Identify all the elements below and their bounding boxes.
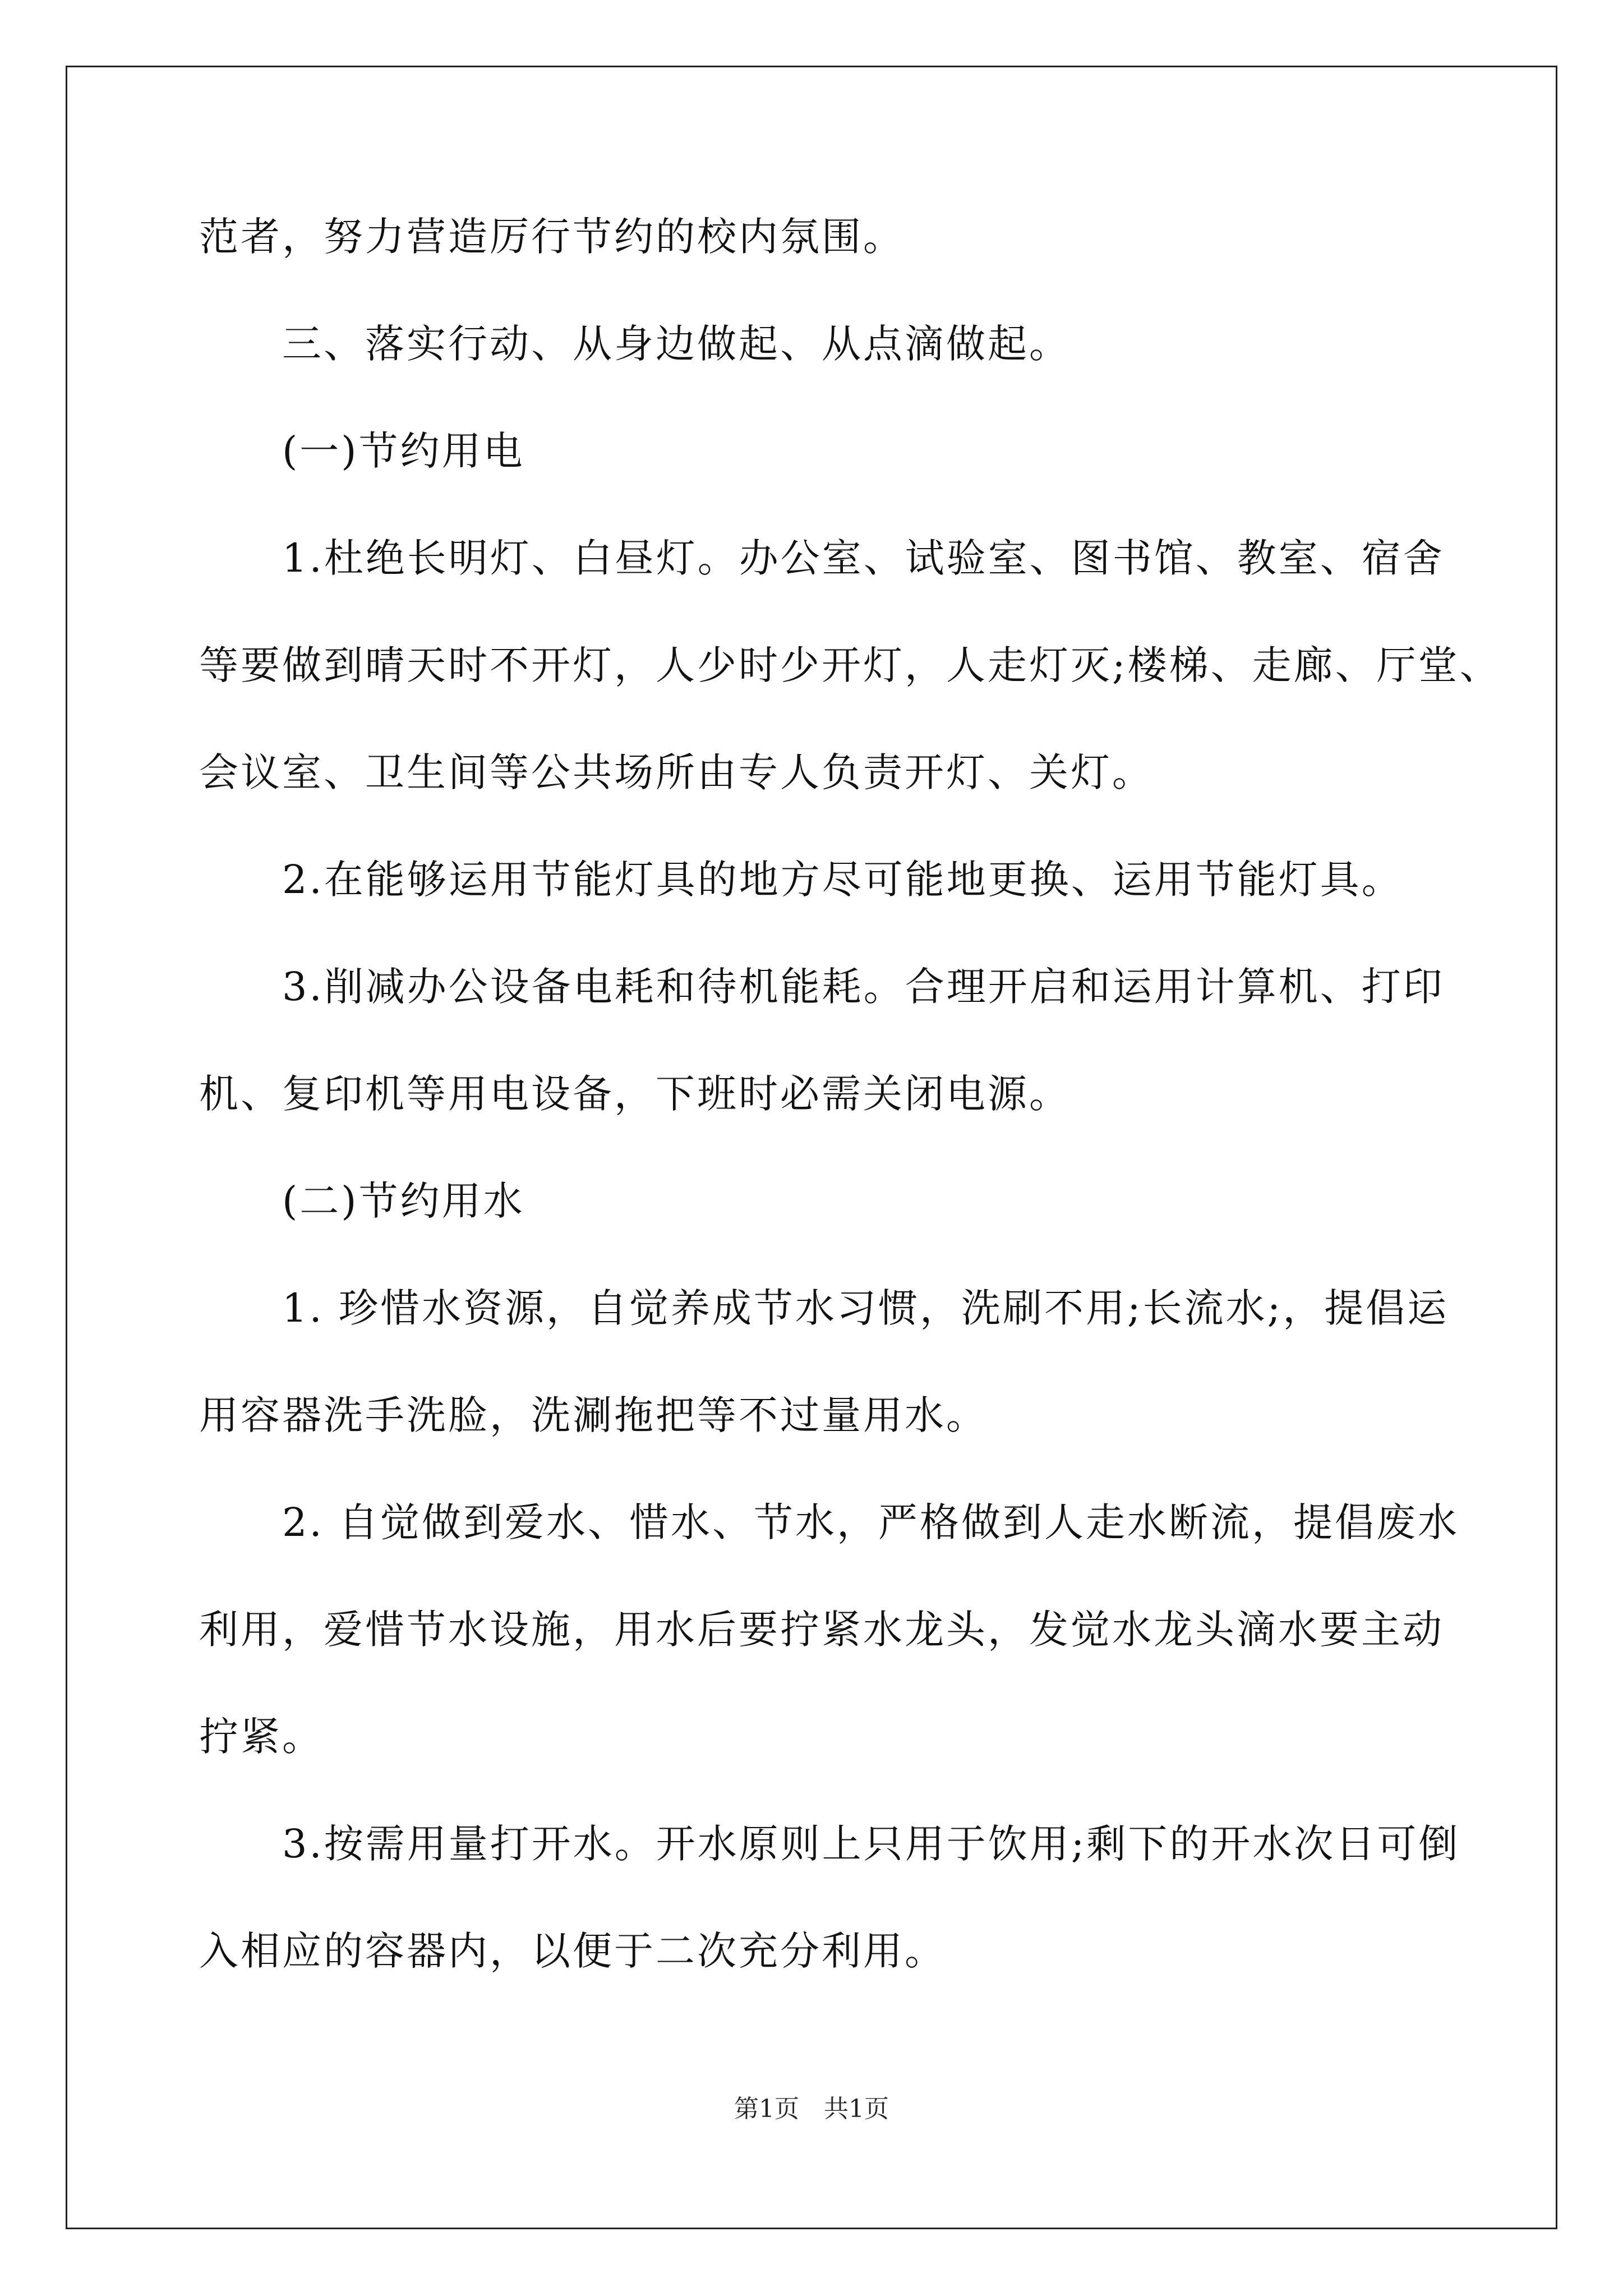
text-line: 2. 自觉做到爱水、惜水、节水，严格做到人走水断流，提倡废水 [282, 1499, 1460, 1545]
subsection-heading: (二)节约用水 [282, 1178, 525, 1224]
text-line: 3.削减办公设备电耗和待机能耗。合理开启和运用计算机、打印 [282, 964, 1445, 1010]
text-line: 用容器洗手洗脸，洗涮拖把等不过量用水。 [199, 1392, 988, 1438]
subsection-heading: (一)节约用电 [282, 428, 525, 474]
text-line: 2.在能够运用节能灯具的地方尽可能地更换、运用节能灯具。 [282, 857, 1403, 903]
document-body [199, 203, 1501, 2024]
text-line: 拧紧。 [199, 1714, 324, 1760]
text-line: 1. 珍惜水资源，自觉养成节水习惯，洗刷不用;长流水;，提倡运 [282, 1285, 1449, 1331]
text-line: 等要做到晴天时不开灯，人少时少开灯，人走灯灭;楼梯、走廊、厅堂、 [199, 642, 1501, 688]
text-line: 范者，努力营造厉行节约的校内氛围。 [199, 214, 905, 260]
text-line: 会议室、卫生间等公共场所由专人负责开灯、关灯。 [199, 749, 1154, 795]
text-line: 入相应的容器内，以便于二次充分利用。 [199, 1928, 946, 1974]
page-number-footer: 第1页 共1页 [734, 2095, 889, 2123]
section-heading: 三、落实行动、从身边做起、从点滴做起。 [282, 321, 1071, 367]
text-line: 1.杜绝长明灯、白昼灯。办公室、试验室、图书馆、教室、宿舍 [282, 535, 1445, 581]
text-line: 3.按需用量打开水。开水原则上只用于饮用;剩下的开水次日可倒 [282, 1821, 1460, 1867]
text-line: 利用，爱惜节水设施，用水后要拧紧水龙头，发觉水龙头滴水要主动 [199, 1607, 1444, 1653]
text-line: 机、复印机等用电设备，下班时必需关闭电源。 [199, 1071, 1071, 1117]
